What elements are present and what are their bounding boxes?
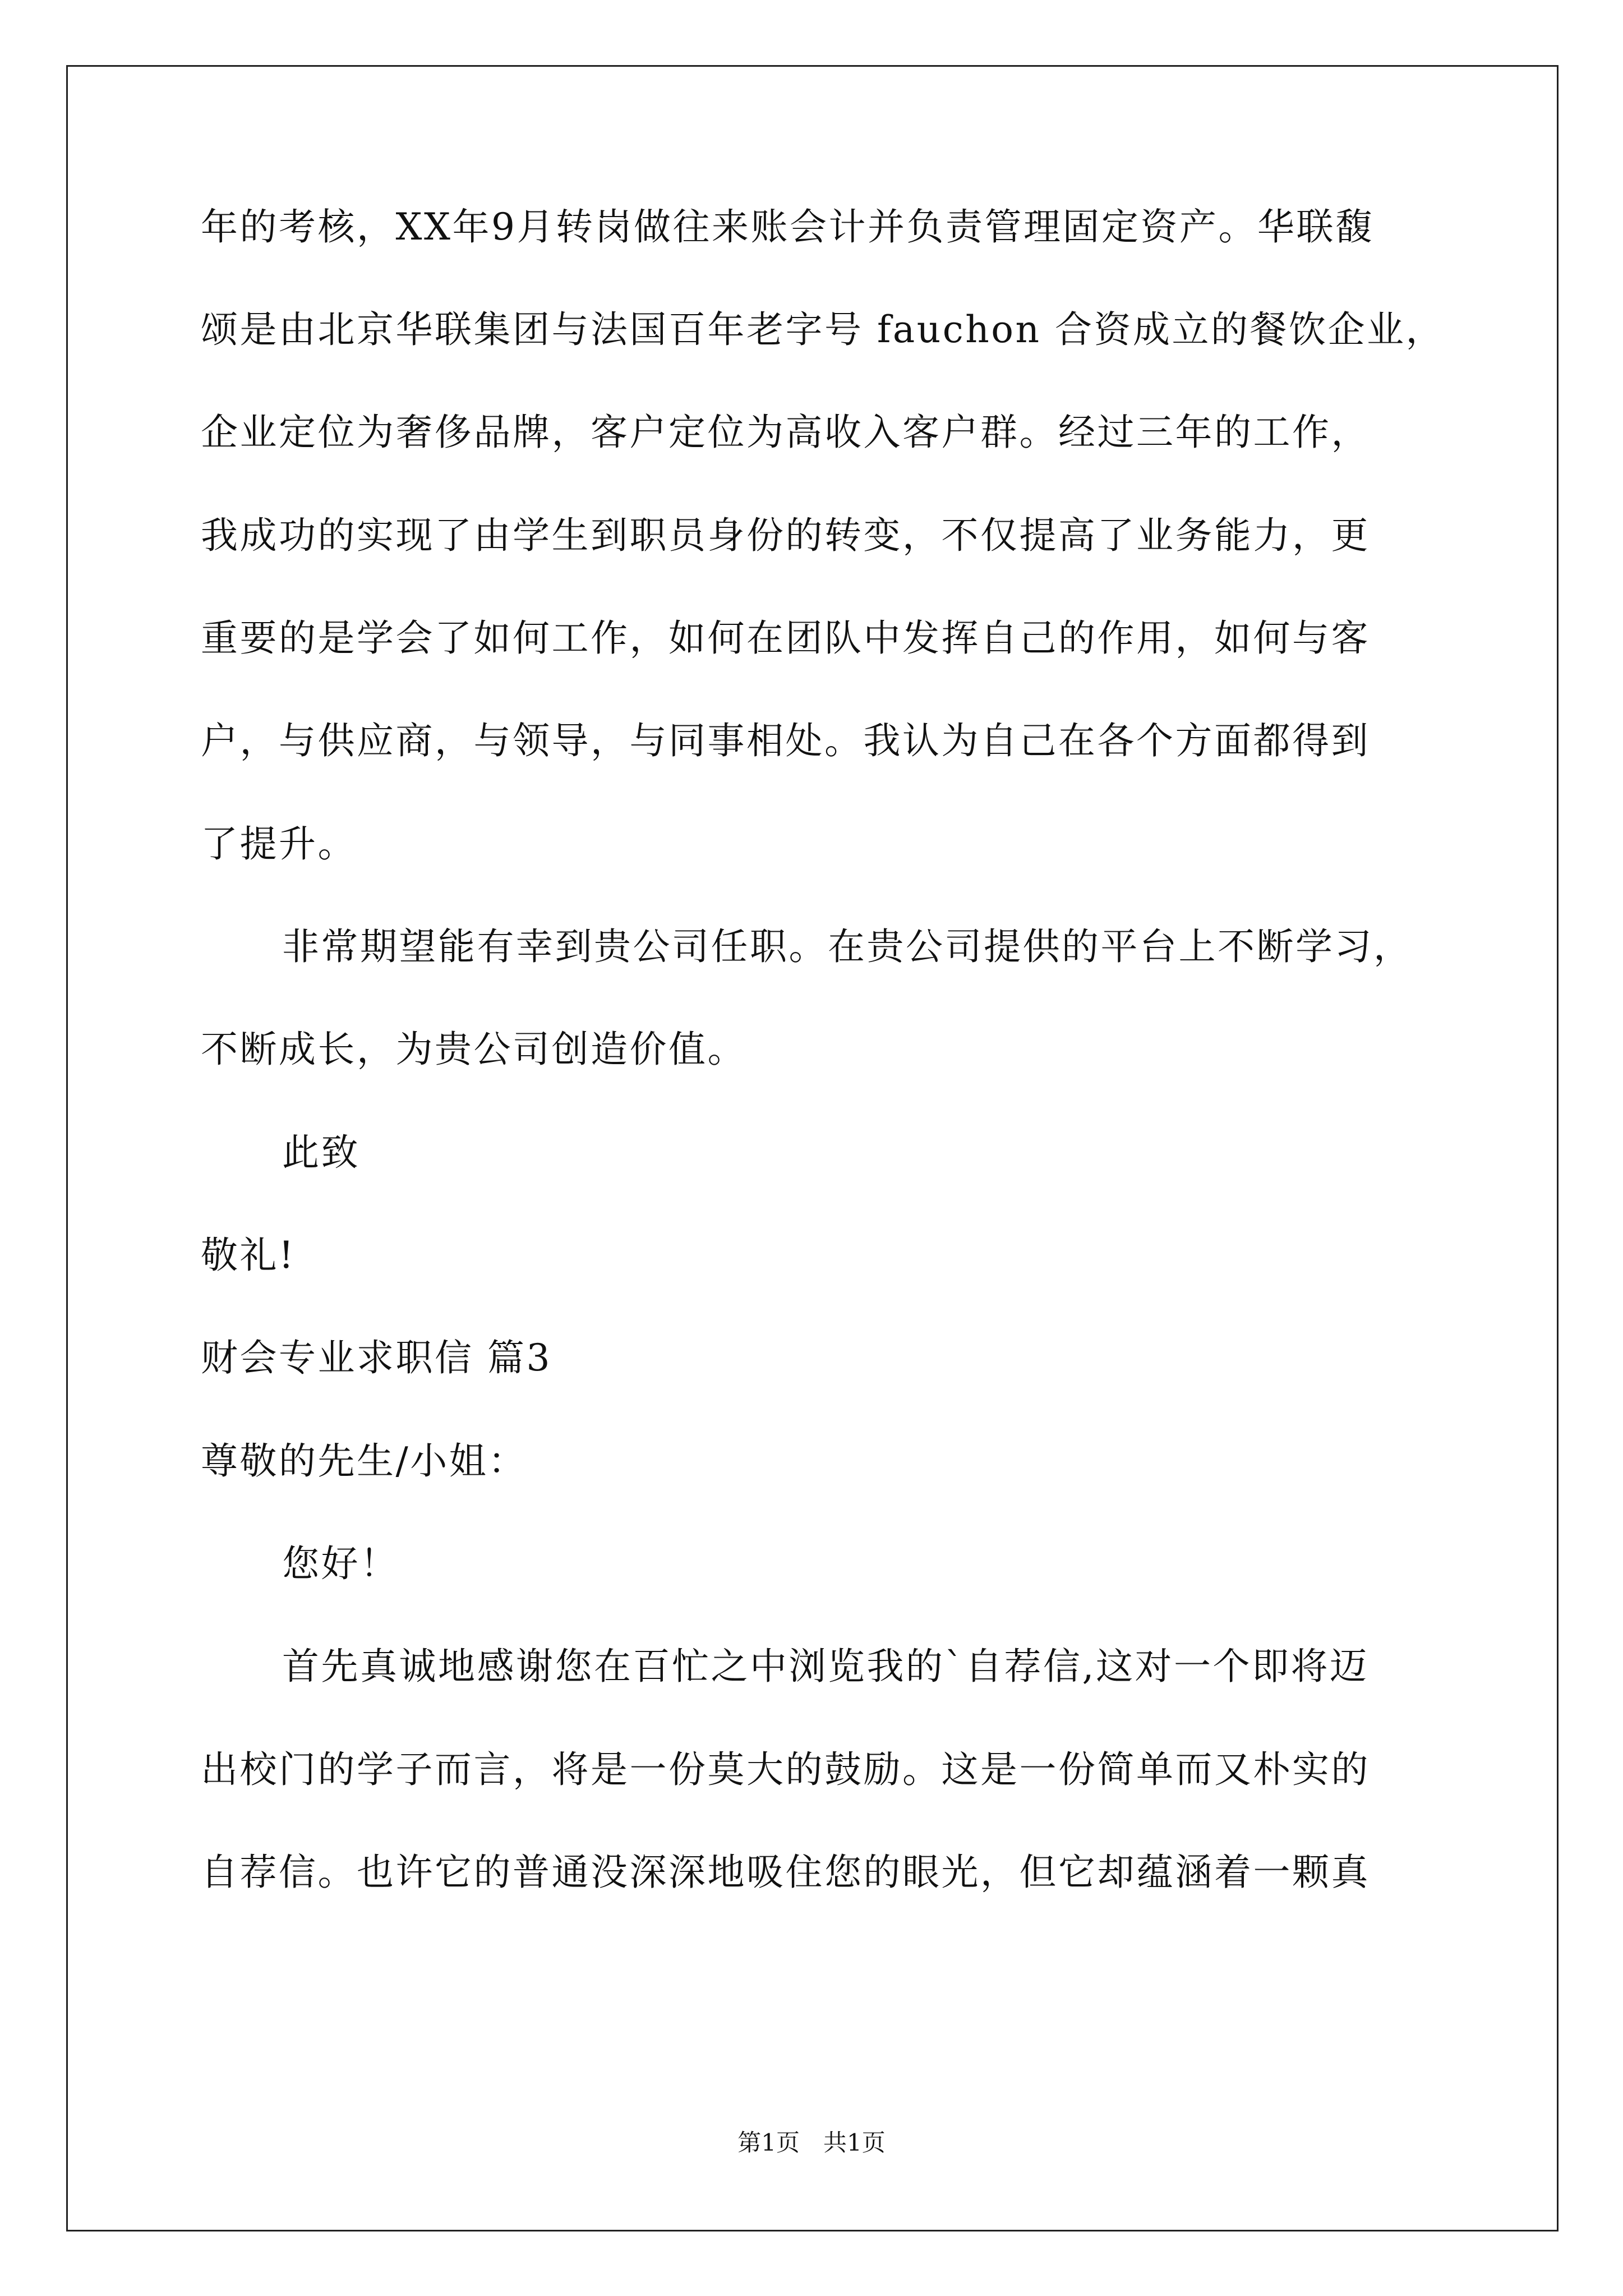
regards: 敬礼!: [201, 1234, 296, 1277]
greeting: 您好！: [282, 1542, 399, 1585]
salutation-closing: 此致: [282, 1131, 360, 1174]
salutation: 尊敬的先生/小姐：: [201, 1439, 527, 1483]
paragraph-line: 自荐信。也许它的普通没深深地吸住您的眼光，但它却蕴涵着一颗真: [201, 1851, 1370, 1894]
paragraph-line: 户，与供应商，与领导，与同事相处。我认为自己在各个方面都得到: [201, 719, 1370, 762]
paragraph-line: 出校门的学子而言，将是一份莫大的鼓励。这是一份简单而又朴实的: [201, 1748, 1370, 1791]
page-number-footer: 第1页 共1页: [737, 2129, 886, 2156]
paragraph-line: 非常期望能有幸到贵公司任职。在贵公司提供的平台上不断学习，: [282, 925, 1413, 968]
paragraph-line: 年的考核，XX年9月转岗做往来账会计并负责管理固定资产。华联馥: [201, 205, 1375, 249]
paragraph-line: 首先真诚地感谢您在百忙之中浏览我的`自荐信,这对一个即将迈: [282, 1645, 1369, 1688]
paragraph-line: 企业定位为奢侈品牌，客户定位为高收入客户群。经过三年的工作，: [201, 411, 1370, 454]
paragraph-line: 不断成长，为贵公司创造价值。: [201, 1028, 746, 1071]
paragraph-line: 颂是由北京华联集团与法国百年老字号 fauchon 合资成立的餐饮企业，: [201, 308, 1445, 351]
section-heading: 财会专业求职信 篇3: [201, 1336, 552, 1379]
paragraph-line: 重要的是学会了如何工作，如何在团队中发挥自己的作用，如何与客: [201, 616, 1370, 660]
paragraph-line: 我成功的实现了由学生到职员身份的转变，不仅提高了业务能力，更: [201, 514, 1370, 557]
paragraph-line: 了提升。: [201, 822, 357, 866]
